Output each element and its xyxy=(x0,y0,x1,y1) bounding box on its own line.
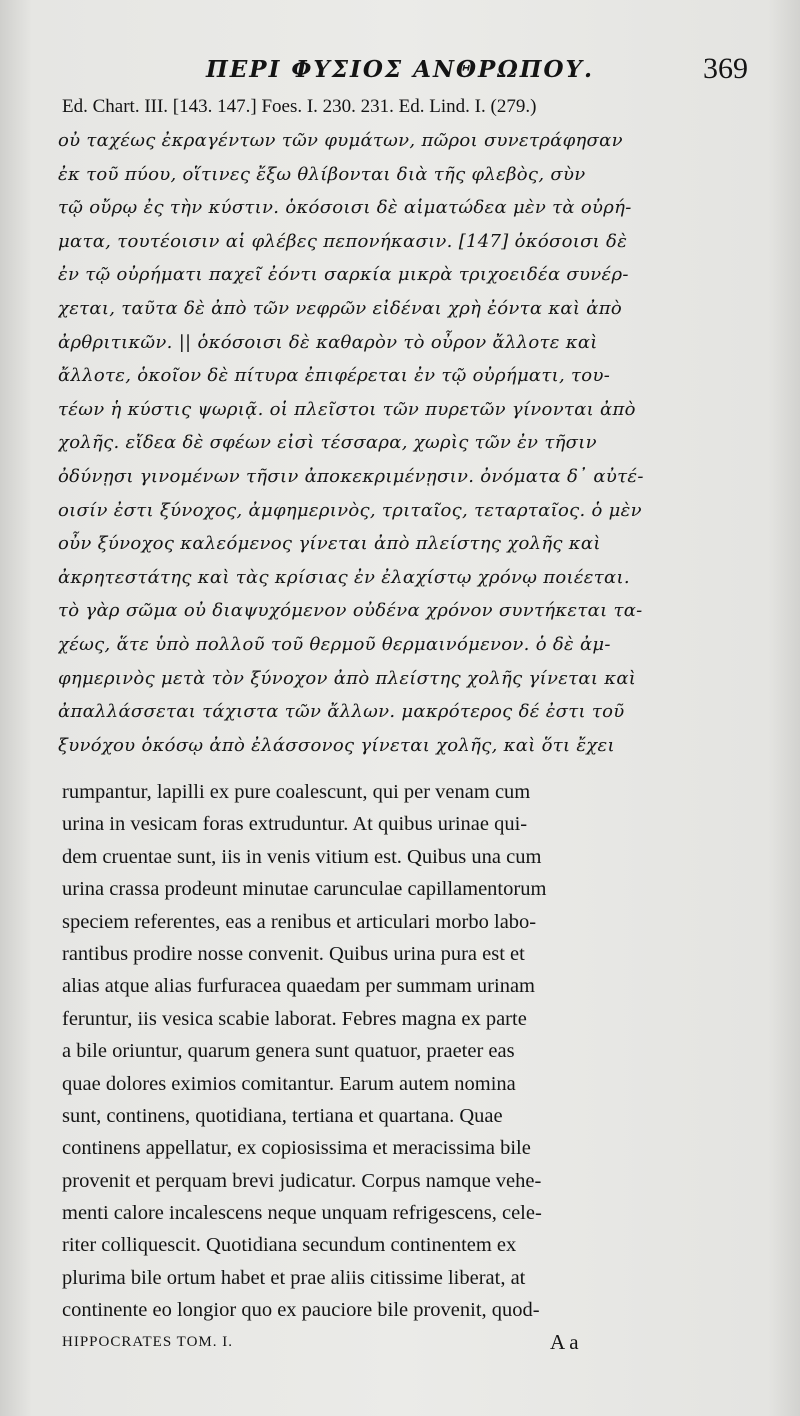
greek-line: φημερινὸς μετὰ τὸν ξύνοχον ἀπὸ πλείστης χολῆς γίνεται καὶ xyxy=(58,667,637,689)
greek-line: οισίν ἐστι ξύνοχος, ἀμφημερινὸς, τριταῖος, τεταρταῖος. ὁ μὲν xyxy=(58,499,642,521)
latin-line: continente eo longior quo ex pauciore bile provenit, quod- xyxy=(62,1299,540,1322)
latin-line: a bile oriuntur, quarum genera sunt quatuor, praeter eas xyxy=(62,1040,515,1063)
latin-line: alias atque alias furfuracea quaedam per summam urinam xyxy=(62,975,536,998)
latin-line: quae dolores eximios comitantur. Earum autem nomina xyxy=(62,1072,516,1095)
latin-line: feruntur, iis vesica scabie laborat. Febres magna ex parte xyxy=(62,1007,527,1030)
greek-line: χέως, ἅτε ὑπὸ πολλοῦ τοῦ θερμοῦ θερμαινόμενον. ὁ δὲ ἀμ- xyxy=(58,633,611,655)
greek-text-block xyxy=(58,124,738,762)
greek-line: χολῆς. εἴδεα δὲ σφέων εἰσὶ τέσσαρα, χωρὶς τῶν ἐν τῆσιν xyxy=(58,432,597,454)
greek-line: οὖν ξύνοχος καλεόμενος γίνεται ἀπὸ πλείστης χολῆς καὶ xyxy=(58,533,601,555)
latin-line: provenit et perquam brevi judicatur. Corpus namque vehe- xyxy=(62,1169,542,1192)
latin-line: continens appellatur, ex copiosissima et meracissima bile xyxy=(62,1137,531,1160)
footer-signature-line: HIPPOCRATES TOM. I. xyxy=(62,1334,233,1350)
running-title: ΠΕΡΙ ΦΥΣΙΟΣ ΑΝΘΡΩΠΟΥ. xyxy=(206,56,594,83)
edition-reference-line: Ed. Chart. III. [143. 147.] Foes. I. 230. 231. Ed. Lind. I. (279.) xyxy=(62,96,537,117)
latin-line: rumpantur, lapilli ex pure coalescunt, qui per venam cum xyxy=(62,781,531,803)
greek-line: τῷ οὔρῳ ἐς τὴν κύστιν. ὁκόσοισι δὲ αἱματώδεα μὲν τὰ οὐρή- xyxy=(58,197,632,219)
greek-line: ἀρθριτικῶν. || ὁκόσοισι δὲ καθαρὸν τὸ οὖρον ἄλλοτε καὶ xyxy=(58,331,598,353)
greek-line: τέων ἡ κύστις ψωριᾷ. οἱ πλεῖστοι τῶν πυρετῶν γίνονται ἀπὸ xyxy=(58,398,636,420)
greek-line: ἐν τῷ οὐρήματι παχεῖ ἐόντι σαρκία μικρὰ τριχοειδέα συνέρ- xyxy=(58,264,629,286)
page-number: 369 xyxy=(703,52,748,85)
latin-text-block xyxy=(62,776,738,1327)
latin-line: speciem referentes, eas a renibus et articulari morbo labo- xyxy=(62,910,537,933)
greek-line: ὀδύνῃσι γινομένων τῆσιν ἀποκεκριμένῃσιν. ὀνόματα δ᾽ αὐτέ- xyxy=(58,465,644,487)
greek-line: ἀπαλλάσσεται τάχιστα τῶν ἄλλων. μακρότερος δέ ἐστι τοῦ xyxy=(58,701,625,723)
greek-line: ματα, τουτέοισιν αἱ φλέβες πεπονήκασιν. [147] ὁκόσοισι δὲ xyxy=(58,230,628,252)
latin-line: riter colliquescit. Quotidiana secundum continentem ex xyxy=(62,1234,517,1257)
latin-line: menti calore incalescens neque unquam refrigescens, cele- xyxy=(62,1202,542,1225)
greek-line: χεται, ταῦτα δὲ ἀπὸ τῶν νεφρῶν εἰδέναι χρὴ ἐόντα καὶ ἀπὸ xyxy=(58,297,622,319)
greek-line: οὐ ταχέως ἐκραγέντων τῶν φυμάτων, πῶροι συνετράφησαν xyxy=(58,130,623,151)
latin-line: rantibus prodire nosse convenit. Quibus urina pura est et xyxy=(62,942,525,965)
latin-line: dem cruentae sunt, iis in venis vitium est. Quibus una cum xyxy=(62,845,542,868)
greek-line: ἀκρητεστάτης καὶ τὰς κρίσιας ἐν ἐλαχίστῳ χρόνῳ ποιέεται. xyxy=(58,566,630,588)
footer-signature-mark: A a xyxy=(550,1330,579,1354)
greek-line: ἄλλοτε, ὁκοῖον δὲ πίτυρα ἐπιφέρεται ἐν τῷ οὐρήματι, του- xyxy=(58,365,611,387)
latin-line: plurima bile ortum habet et prae aliis citissime liberat, at xyxy=(62,1266,526,1289)
greek-line: τὸ γὰρ σῶμα οὐ διαψυχόμενον οὐδένα χρόνον συντήκεται τα- xyxy=(58,600,643,622)
greek-line: ἐκ τοῦ πύου, οἵτινες ἔξω θλίβονται διὰ τῆς φλεβὸς, σὺν xyxy=(58,163,586,185)
latin-line: urina crassa prodeunt minutae carunculae capillamentorum xyxy=(62,878,547,901)
latin-line: sunt, continens, quotidiana, tertiana et quartana. Quae xyxy=(62,1104,503,1127)
greek-line: ξυνόχου ὁκόσῳ ἀπὸ ἐλάσσονος γίνεται χολῆς, καὶ ὅτι ἔχει xyxy=(58,734,615,756)
latin-line: urina in vesicam foras extruduntur. At quibus urinae qui- xyxy=(62,813,528,836)
